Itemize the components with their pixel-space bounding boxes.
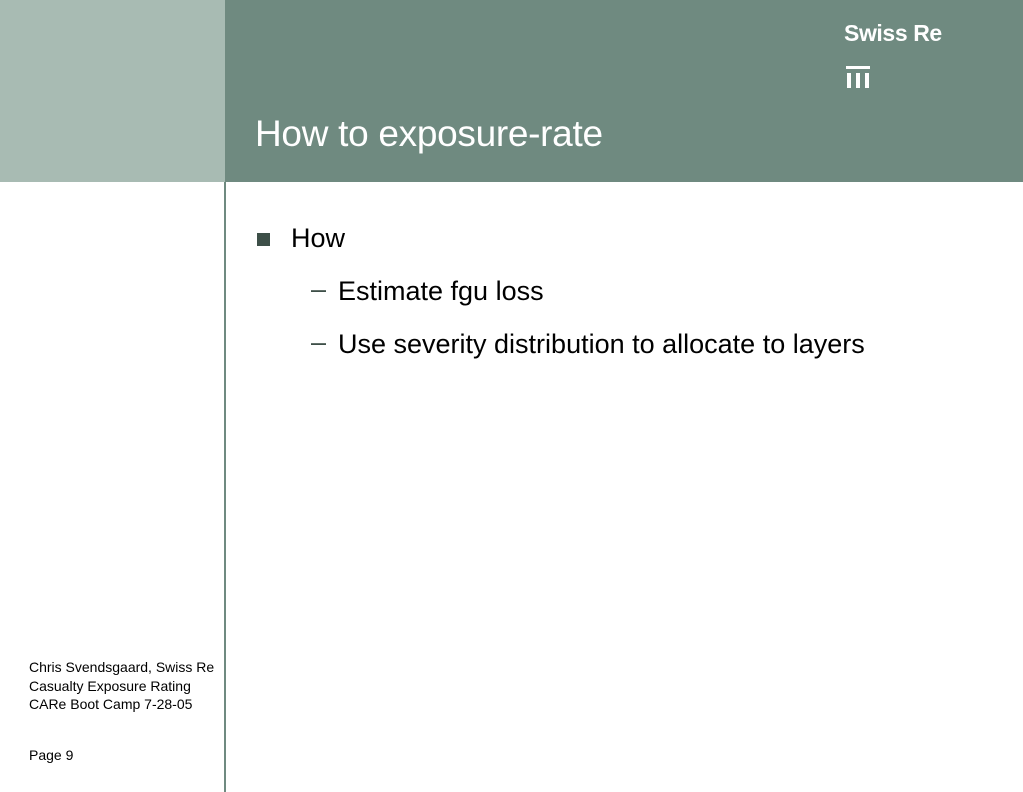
sub-bullet-item (255, 327, 995, 361)
bullet-item (255, 221, 995, 255)
bullet-text: How (291, 223, 346, 253)
sub-bullet-text: Use severity distribution to allocate to layers (338, 329, 865, 359)
sub-bullet-item (255, 274, 995, 308)
bullet-list (255, 221, 995, 361)
footer-info (29, 658, 214, 714)
square-bullet-icon (257, 233, 270, 246)
slide-title: How to exposure-rate (255, 113, 603, 154)
footer-course: Casualty Exposure Rating (29, 677, 191, 694)
dash-bullet-icon: – (311, 327, 327, 357)
swiss-re-mark-icon (846, 66, 870, 88)
page-number: Page 9 (29, 747, 74, 763)
footer-event: CARe Boot Camp 7-28-05 (29, 696, 193, 712)
dash-bullet-icon: – (311, 274, 327, 304)
footer-author: Chris Svendsgaard, Swiss Re (29, 659, 215, 675)
swiss-re-logo (844, 20, 954, 92)
vertical-divider (224, 182, 226, 792)
sub-bullet-text: Estimate fgu loss (338, 276, 544, 306)
logo-wordmark: Swiss Re (844, 20, 942, 46)
corner-block (0, 0, 225, 182)
